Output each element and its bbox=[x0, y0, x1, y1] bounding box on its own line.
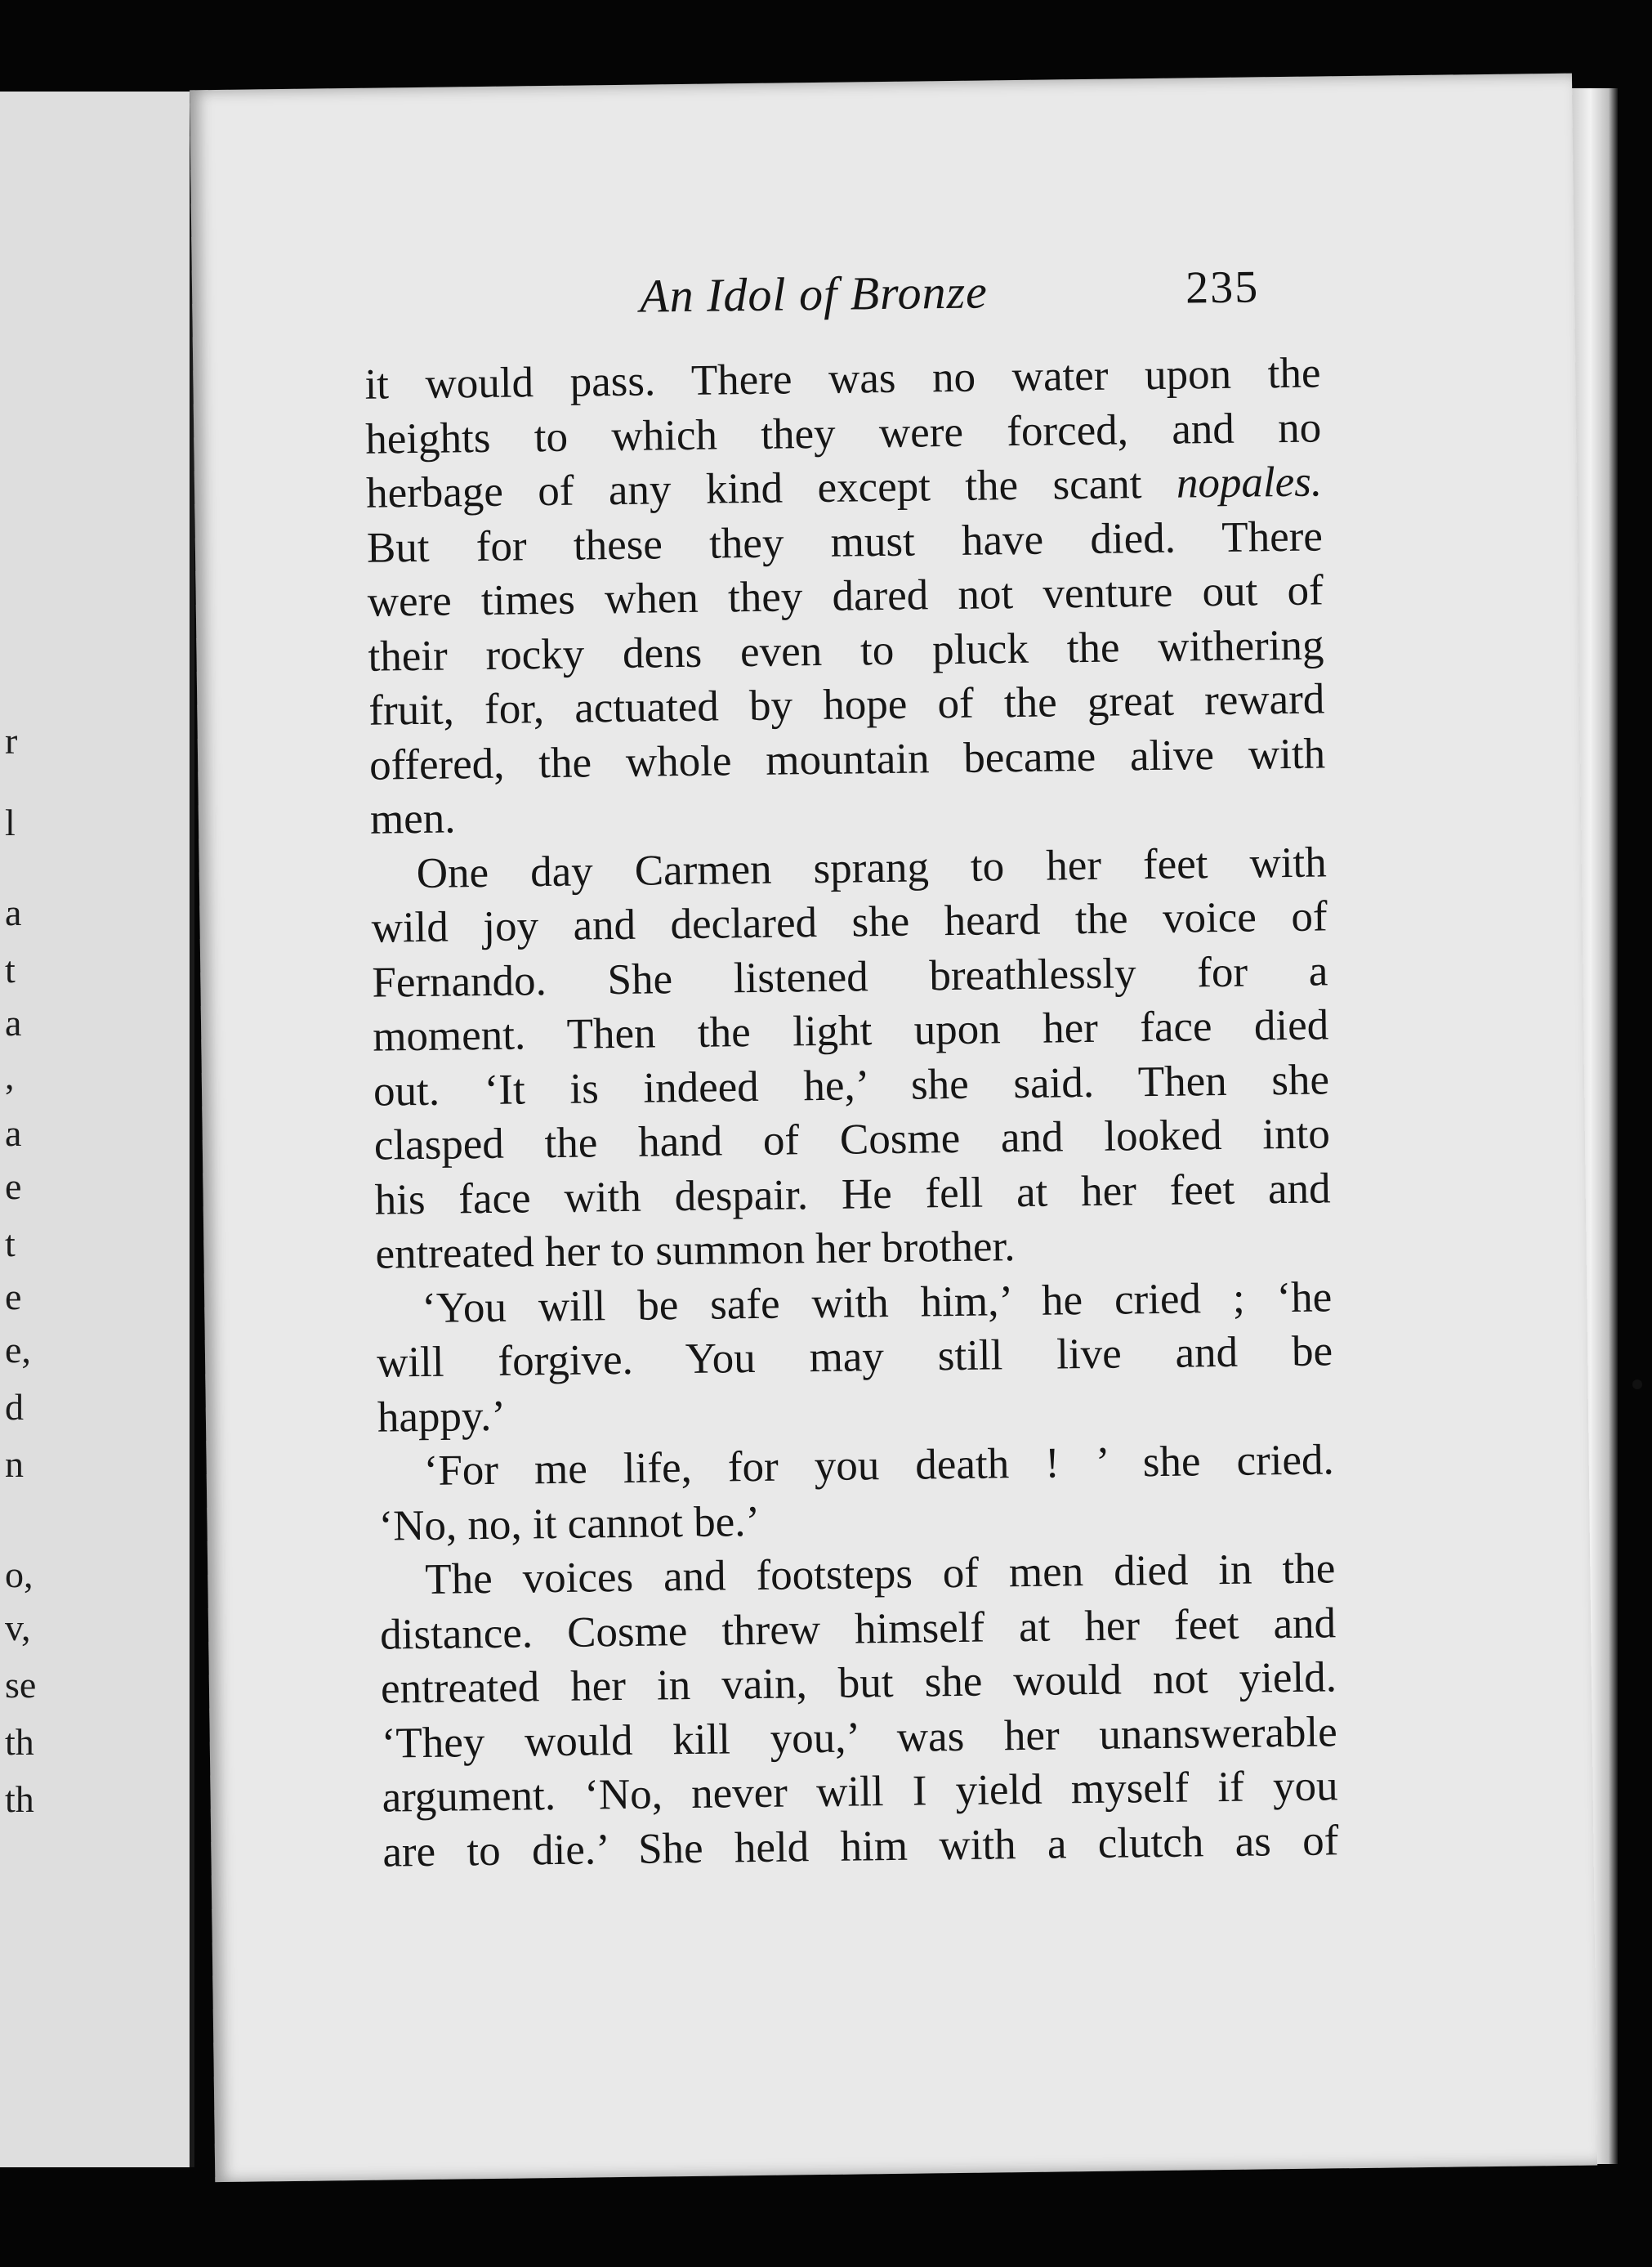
text-line-content: offered, the whole mountain became alive with bbox=[368, 729, 1326, 789]
edge-character: a bbox=[5, 1002, 22, 1044]
text-line-content: were times when they dared not venture out of bbox=[367, 566, 1324, 626]
text-line-content: will forgive. You may still live and be bbox=[376, 1327, 1333, 1387]
left-page-fragment bbox=[0, 92, 194, 2167]
text-line-content: ‘No, no, it cannot be.’ bbox=[378, 1497, 761, 1550]
edge-character: t bbox=[5, 1223, 16, 1264]
edge-character: th bbox=[5, 1721, 34, 1763]
edge-character: n bbox=[5, 1443, 24, 1485]
edge-character: t bbox=[5, 949, 16, 990]
edge-character: e bbox=[5, 1165, 22, 1207]
text-line-content: ‘They would kill you,’ was her unanswerable bbox=[381, 1707, 1338, 1768]
text-line-content: ‘For me life, for you death ! ’ she cried. bbox=[423, 1436, 1334, 1495]
text-line-content: moment. Then the light upon her face died bbox=[372, 1001, 1329, 1061]
text-line-content: One day Carmen sprang to her feet with bbox=[416, 838, 1328, 897]
edge-character: a bbox=[5, 892, 22, 933]
page-header bbox=[192, 257, 1575, 340]
text-line-content: The voices and footsteps of men died in the bbox=[424, 1545, 1336, 1603]
text-line-content: herbage of any kind except the scant bbox=[365, 459, 1177, 517]
text-line-content: out. ‘It is indeed he,’ she said. Then she bbox=[373, 1055, 1330, 1116]
text-line-content: entreated her in vain, but she would not yield. bbox=[380, 1653, 1337, 1713]
edge-character: e, bbox=[5, 1329, 31, 1370]
edge-character: v, bbox=[5, 1607, 31, 1648]
edge-character: a bbox=[5, 1112, 22, 1154]
text-line-content: argument. ‘No, never will I yield myself if you bbox=[382, 1762, 1338, 1822]
edge-character: l bbox=[5, 802, 16, 843]
page-number: 235 bbox=[1185, 262, 1260, 314]
edge-character: d bbox=[5, 1386, 24, 1428]
text-line-content: it would pass. There was no water upon the bbox=[364, 349, 1321, 409]
running-head: An Idol of Bronze bbox=[639, 265, 989, 323]
book-page bbox=[190, 74, 1597, 2182]
text-line-content: entreated her to summon her brother. bbox=[375, 1223, 1016, 1278]
text-line-content: heights to which they were forced, and no bbox=[364, 403, 1322, 463]
text-line bbox=[382, 1813, 1339, 1880]
body-text bbox=[364, 346, 1339, 1879]
edge-character: th bbox=[5, 1778, 34, 1820]
text-line-content: wild joy and declared she heard the voice of bbox=[371, 892, 1328, 952]
text-line-content: ‘You will be safe with him,’ he cried ; ‘he bbox=[421, 1272, 1333, 1332]
text-line-content: are to die.’ She held him with a clutch as of bbox=[382, 1816, 1339, 1876]
edge-character: , bbox=[5, 1055, 15, 1097]
text-line-content: clasped the hand of Cosme and looked into bbox=[373, 1110, 1331, 1169]
scan-speck bbox=[1632, 1379, 1642, 1389]
edge-character: r bbox=[5, 720, 18, 762]
text-line-content: men. bbox=[369, 794, 456, 843]
edge-character: se bbox=[5, 1664, 37, 1706]
text-line-content: happy.’ bbox=[377, 1392, 507, 1442]
text-line-content: their rocky dens even to pluck the withering bbox=[368, 620, 1324, 681]
left-page-edge-text bbox=[0, 92, 49, 2167]
italic-word: nopales. bbox=[1176, 458, 1323, 508]
edge-character: e bbox=[5, 1276, 22, 1317]
text-line-content: his face with despair. He fell at her feet and bbox=[374, 1164, 1331, 1224]
edge-character: o, bbox=[5, 1554, 33, 1595]
text-line-content: Fernando. She listened breathlessly for a bbox=[372, 946, 1328, 1007]
text-line-content: But for these they must have died. There bbox=[366, 512, 1324, 572]
text-line-content: fruit, for, actuated by hope of the great reward bbox=[368, 675, 1325, 735]
text-line-content: distance. Cosme threw himself at her feet and bbox=[379, 1599, 1337, 1659]
